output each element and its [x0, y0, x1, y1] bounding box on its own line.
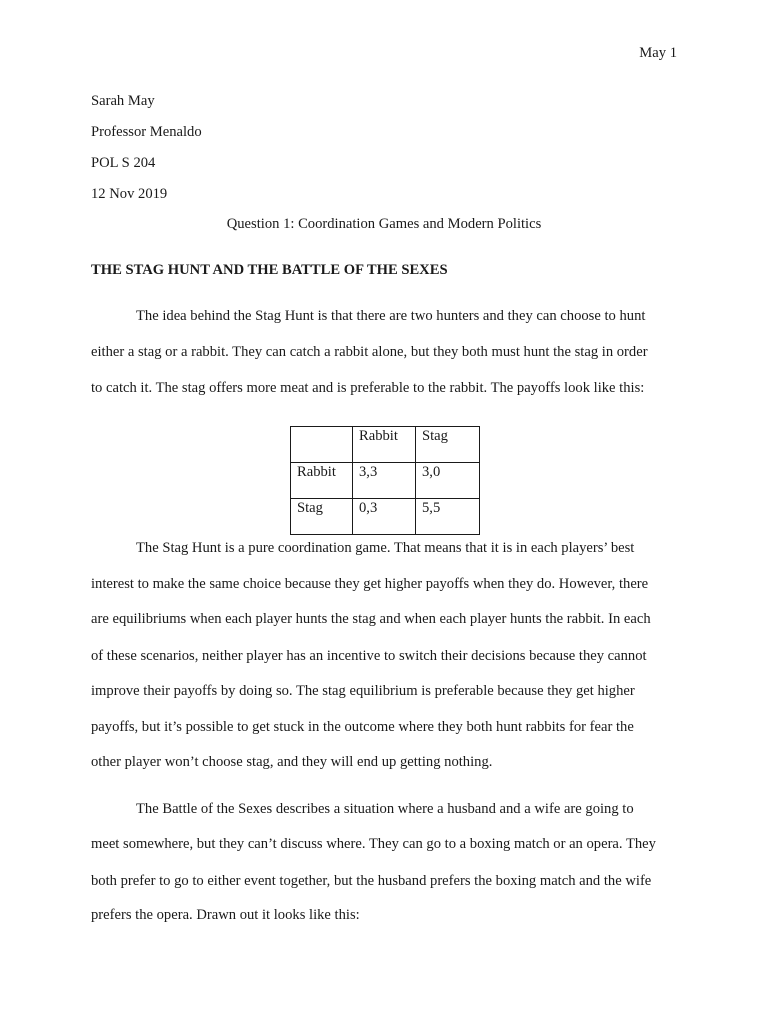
paragraph-line: improve their payoffs by doing so. The stag equilibrium is preferable because they get higher	[91, 683, 635, 699]
running-head: May 1	[639, 45, 677, 61]
paragraph-line: The idea behind the Stag Hunt is that there are two hunters and they can choose to hunt	[136, 308, 646, 324]
paragraph-line: either a stag or a rabbit. They can catch a rabbit alone, but they both must hunt the stag in order	[91, 344, 648, 360]
table-row-label: Stag	[291, 499, 353, 535]
paragraph-line: are equilibriums when each player hunts the stag and when each player hunts the rabbit. In each	[91, 611, 651, 627]
paragraph-line: payoffs, but it’s possible to get stuck in the outcome where they both hunt rabbits for fear the	[91, 719, 634, 735]
table-header-cell: Rabbit	[353, 427, 416, 463]
table-cell	[291, 427, 353, 463]
table-row	[291, 463, 480, 499]
table-row-label: Rabbit	[291, 463, 353, 499]
author-name: Sarah May	[91, 93, 155, 109]
section-heading: THE STAG HUNT AND THE BATTLE OF THE SEXES	[91, 262, 448, 278]
table-cell: 3,0	[416, 463, 480, 499]
paragraph-line: The Battle of the Sexes describes a situation where a husband and a wife are going to	[136, 801, 634, 817]
table-header-cell: Stag	[416, 427, 480, 463]
paragraph-line: both prefer to go to either event together, but the husband prefers the boxing match and the wife	[91, 873, 652, 889]
instructor-name: Professor Menaldo	[91, 124, 202, 140]
document-date: 12 Nov 2019	[91, 186, 168, 202]
paragraph-line: to catch it. The stag offers more meat and is preferable to the rabbit. The payoffs look like this:	[91, 380, 645, 396]
table-row	[291, 499, 480, 535]
paragraph-line: of these scenarios, neither player has an incentive to switch their decisions because they cannot	[91, 648, 647, 664]
paragraph-line: interest to make the same choice because they get higher payoffs when they do. However, there	[91, 576, 649, 592]
paragraph-line: prefers the opera. Drawn out it looks like this:	[91, 907, 360, 923]
table-cell: 3,3	[353, 463, 416, 499]
course-code: POL S 204	[91, 155, 156, 171]
paragraph-line: The Stag Hunt is a pure coordination game. That means that it is in each players’ best	[136, 540, 635, 556]
document-title: Question 1: Coordination Games and Modern Politics	[226, 216, 542, 232]
paragraph-line: other player won’t choose stag, and they will end up getting nothing.	[91, 754, 493, 770]
table-cell: 0,3	[353, 499, 416, 535]
table-header-row	[291, 427, 480, 463]
table-cell: 5,5	[416, 499, 480, 535]
paragraph-line: meet somewhere, but they can’t discuss where. They can go to a boxing match or an opera. They	[91, 836, 656, 852]
stag-hunt-payoff-table	[290, 426, 480, 535]
